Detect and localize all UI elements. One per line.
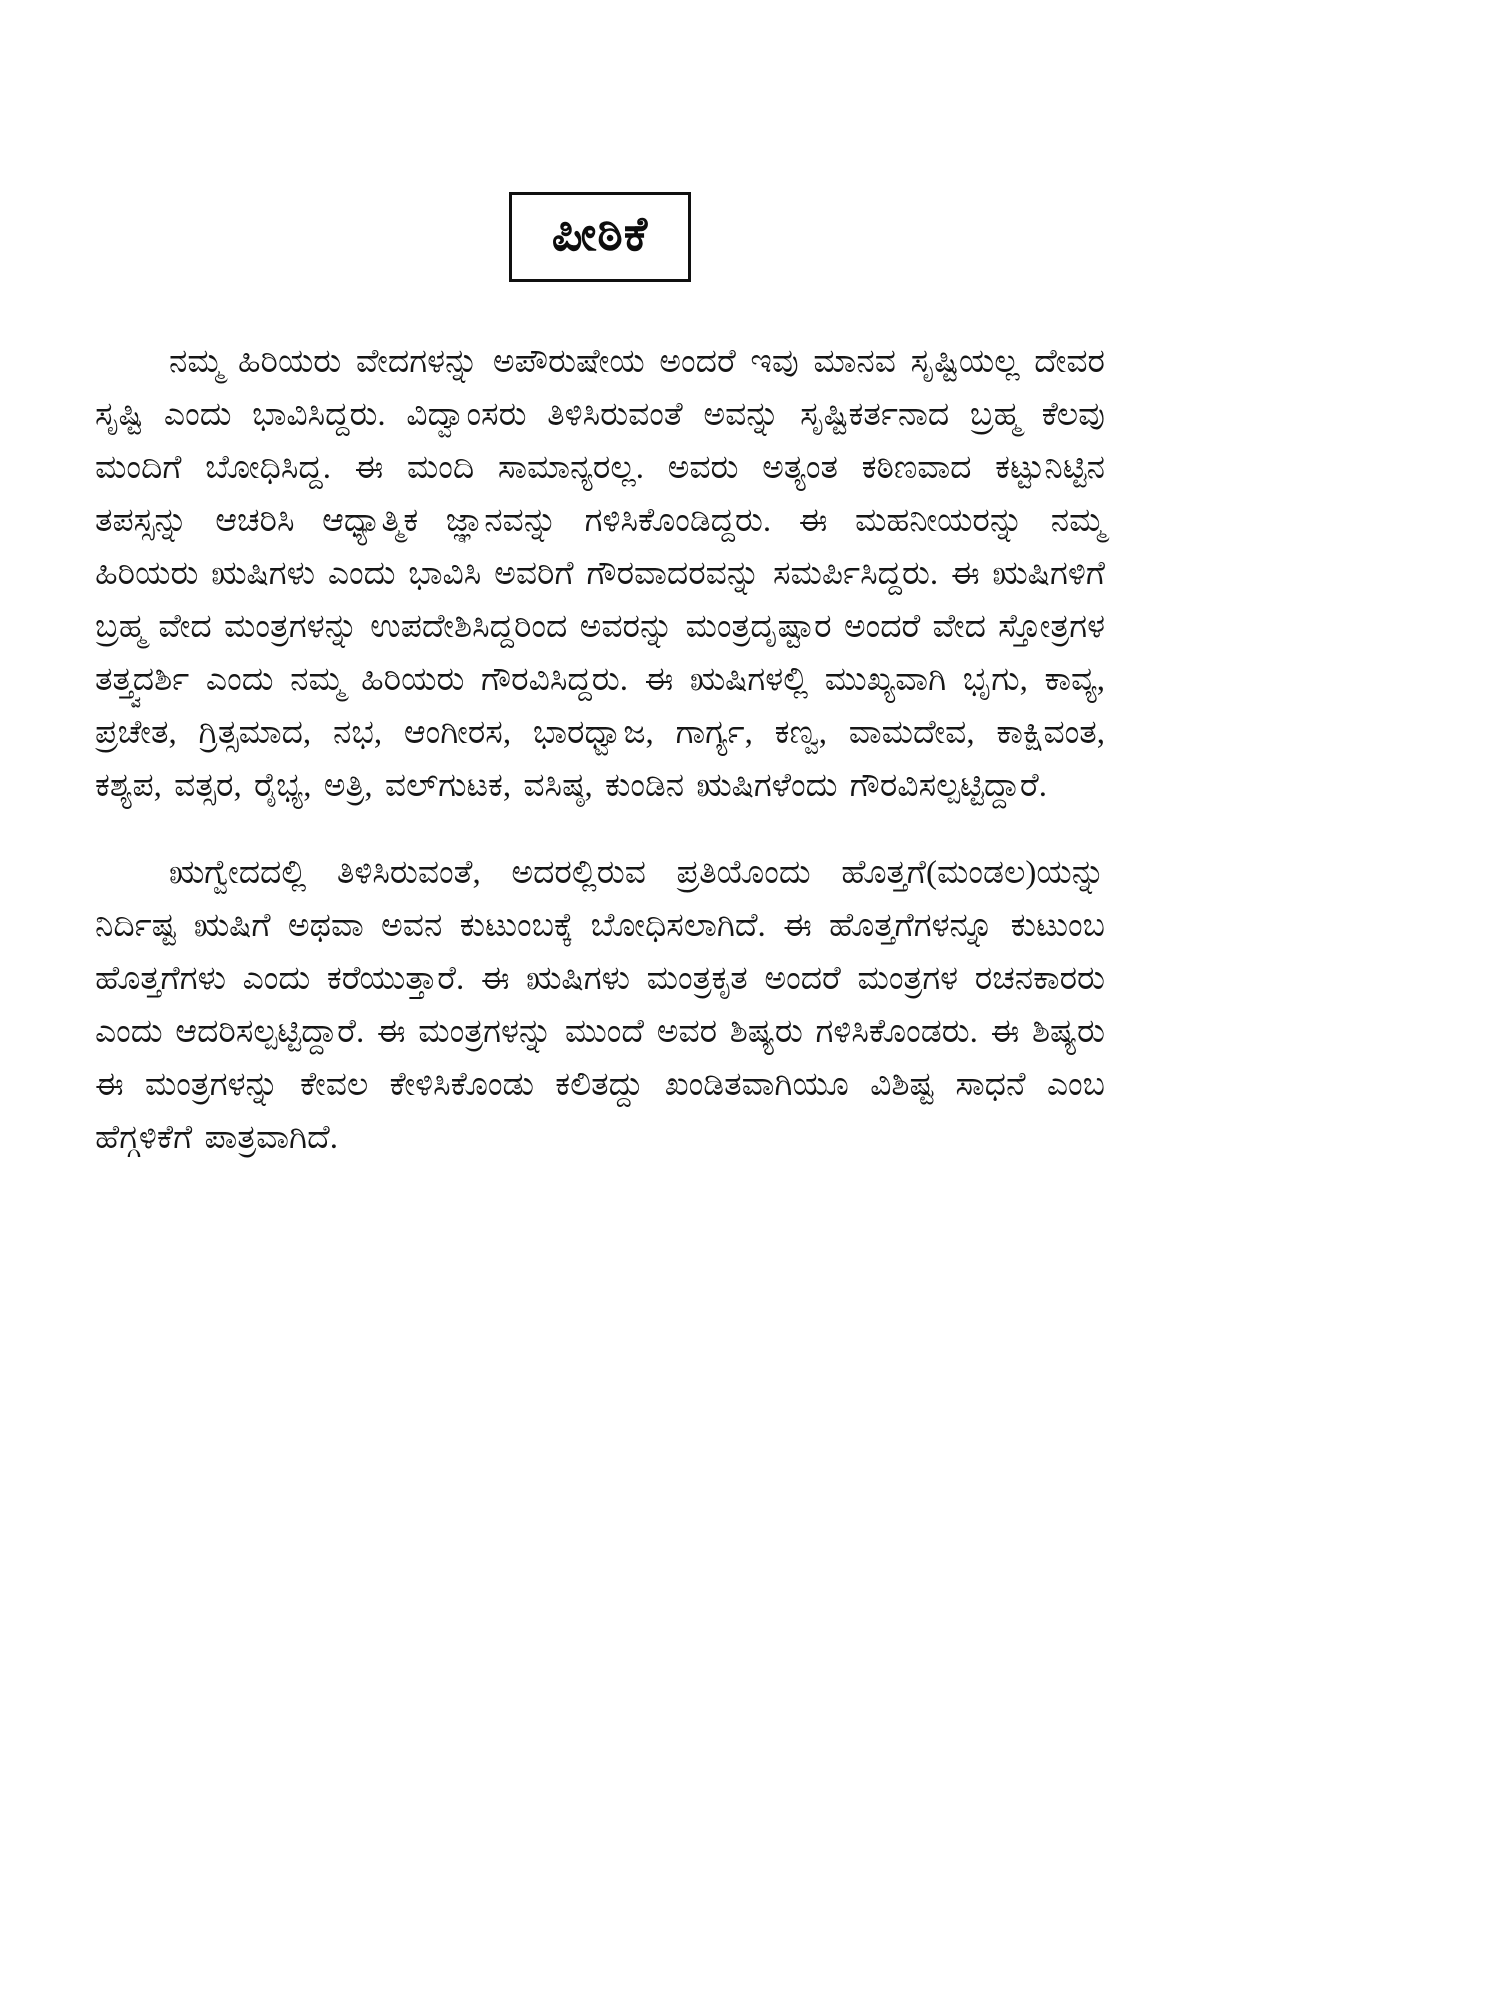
- paragraph-2: ಋಗ್ವೇದದಲ್ಲಿ ತಿಳಿಸಿರುವಂತೆ, ಅದರಲ್ಲಿರುವ ಪ್ರತಿಯೊಂದು ಹೊತ್ತಗೆ(ಮಂಡಲ)ಯನ್ನು ನಿರ್ದಿಷ್ಟ ಋಷಿಗೆ ಅಥವಾ ಅವನ ಕುಟುಂಬಕ್ಕೆ ಬೋಧಿಸಲಾಗಿದೆ. ಈ ಹೊತ್ತಗೆಗಳನ್ನೂ ಕುಟುಂಬ ಹೊತ್ತಗೆಗಳು ಎಂದು ಕರೆಯುತ್ತಾರೆ. ಈ ಋಷಿಗಳು ಮಂತ್ರಕೃತ ಅಂದರೆ ಮಂತ್ರಗಳ ರಚನಕಾರರು ಎಂದು ಆದರಿಸಲ್ಪಟ್ಟಿದ್ದಾರೆ. ಈ ಮಂತ್ರಗಳನ್ನು ಮುಂದೆ ಅವರ ಶಿಷ್ಯರು ಗಳಿಸಿಕೊಂಡರು. ಈ ಶಿಷ್ಯರು ಈ ಮಂತ್ರಗಳನ್ನು ಕೇವಲ ಕೇಳಿಸಿಕೊಂಡು ಕಲಿತದ್ದು ಖಂಡಿತವಾಗಿಯೂ ವಿಶಿಷ್ಟ ಸಾಧನೆ ಎಂಬ ಹೆಗ್ಗಳಿಕೆಗೆ ಪಾತ್ರವಾಗಿದೆ.: [95, 855, 1105, 1156]
- title-box: [509, 192, 691, 282]
- page-title: ಪೀಠಿಕೆ: [551, 208, 649, 261]
- paragraph-1: ನಮ್ಮ ಹಿರಿಯರು ವೇದಗಳನ್ನು ಅಪೌರುಷೇಯ ಅಂದರೆ ಇವು ಮಾನವ ಸೃಷ್ಟಿಯಲ್ಲ ದೇವರ ಸೃಷ್ಟಿ ಎಂದು ಭಾವಿಸಿದ್ದರು. ವಿದ್ವಾಂಸರು ತಿಳಿಸಿರುವಂತೆ ಅವನ್ನು ಸೃಷ್ಟಿಕರ್ತನಾದ ಬ್ರಹ್ಮ ಕೆಲವು ಮಂದಿಗೆ ಬೋಧಿಸಿದ್ದ. ಈ ಮಂದಿ ಸಾಮಾನ್ಯರಲ್ಲ. ಅವರು ಅತ್ಯಂತ ಕಠಿಣವಾದ ಕಟ್ಟುನಿಟ್ಟಿನ ತಪಸ್ಸನ್ನು ಆಚರಿಸಿ ಆಧ್ಯಾತ್ಮಿಕ ಜ್ಞಾನವನ್ನು ಗಳಿಸಿಕೊಂಡಿದ್ದರು. ಈ ಮಹನೀಯರನ್ನು ನಮ್ಮ ಹಿರಿಯರು ಋಷಿಗಳು ಎಂದು ಭಾವಿಸಿ ಅವರಿಗೆ ಗೌರವಾದರವನ್ನು ಸಮರ್ಪಿಸಿದ್ದರು. ಈ ಋಷಿಗಳಿಗೆ ಬ್ರಹ್ಮ ವೇದ ಮಂತ್ರಗಳನ್ನು ಉಪದೇಶಿಸಿದ್ದರಿಂದ ಅವರನ್ನು ಮಂತ್ರದೃಷ್ಟಾರ ಅಂದರೆ ವೇದ ಸ್ತೋತ್ರಗಳ ತತ್ತ್ವದರ್ಶಿ ಎಂದು ನಮ್ಮ ಹಿರಿಯರು ಗೌರವಿಸಿದ್ದರು. ಈ ಋಷಿಗಳಲ್ಲಿ ಮುಖ್ಯವಾಗಿ ಭೃಗು, ಕಾವ್ಯ, ಪ್ರಚೇತ, ಗ್ರಿತ್ಸಮಾದ, ನಭ, ಆಂಗೀರಸ, ಭಾರಧ್ವಾಜ, ಗಾರ್ಗ್ಯ, ಕಣ್ವ, ವಾಮದೇವ, ಕಾಕ್ಷಿವಂತ, ಕಶ್ಯಪ, ವತ್ಸರ, ರೈಭ್ಯ, ಅತ್ರಿ, ವಲ್‌ಗುಟಕ, ವಸಿಷ್ಠ, ಕುಂಡಿನ ಋಷಿಗಳೆಂದು ಗೌರವಿಸಲ್ಪಟ್ಟಿದ್ದಾರೆ.: [95, 344, 1105, 804]
- page-content: [95, 192, 1105, 1165]
